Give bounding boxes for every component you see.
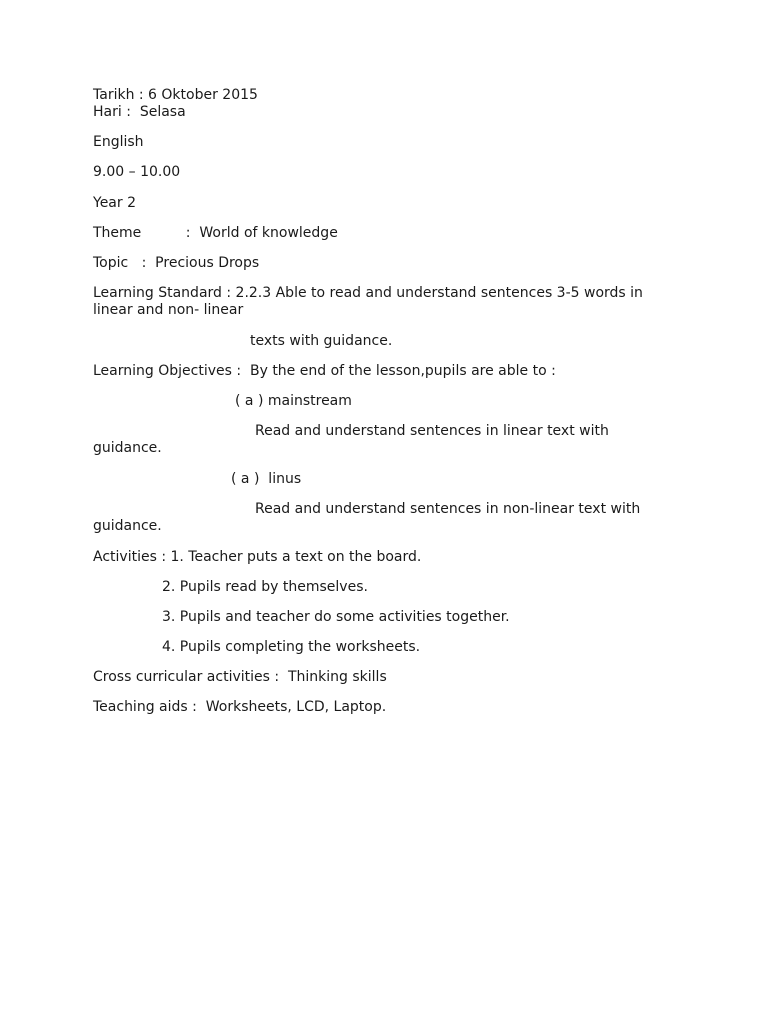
activity-item-3: 3. Pupils and teacher do some activities together.: [162, 609, 510, 625]
time-line: 9.00 – 10.00: [93, 164, 181, 180]
topic-line: Topic : Precious Drops: [93, 255, 260, 271]
teaching-aids-line: Teaching aids : Worksheets, LCD, Laptop.: [93, 699, 387, 715]
year-line: Year 2: [93, 195, 136, 211]
learning-standard-continuation: texts with guidance.: [250, 333, 393, 349]
learning-standard: Learning Standard : 2.2.3 Able to read and understand sentences 3-5 words in linear and non- linear: [93, 285, 643, 318]
activity-item-2: 2. Pupils read by themselves.: [162, 579, 368, 595]
mainstream-label: ( a ) mainstream: [235, 393, 352, 409]
subject-line: English: [93, 134, 144, 150]
cross-curricular-line: Cross curricular activities : Thinking skills: [93, 669, 387, 685]
theme-line: Theme : World of knowledge: [93, 225, 338, 241]
linus-objective: Read and understand sentences in non-linear text with guidance.: [93, 501, 641, 534]
mainstream-objective: Read and understand sentences in linear text with guidance.: [93, 423, 609, 456]
learning-objectives-intro: Learning Objectives : By the end of the lesson,pupils are able to :: [93, 363, 556, 379]
day-line: Hari : Selasa: [93, 104, 186, 120]
linus-label: ( a ) linus: [231, 471, 302, 487]
activities-intro: Activities : 1. Teacher puts a text on the board.: [93, 549, 422, 565]
activity-item-4: 4. Pupils completing the worksheets.: [162, 639, 421, 655]
date-line: Tarikh : 6 Oktober 2015: [93, 87, 258, 103]
